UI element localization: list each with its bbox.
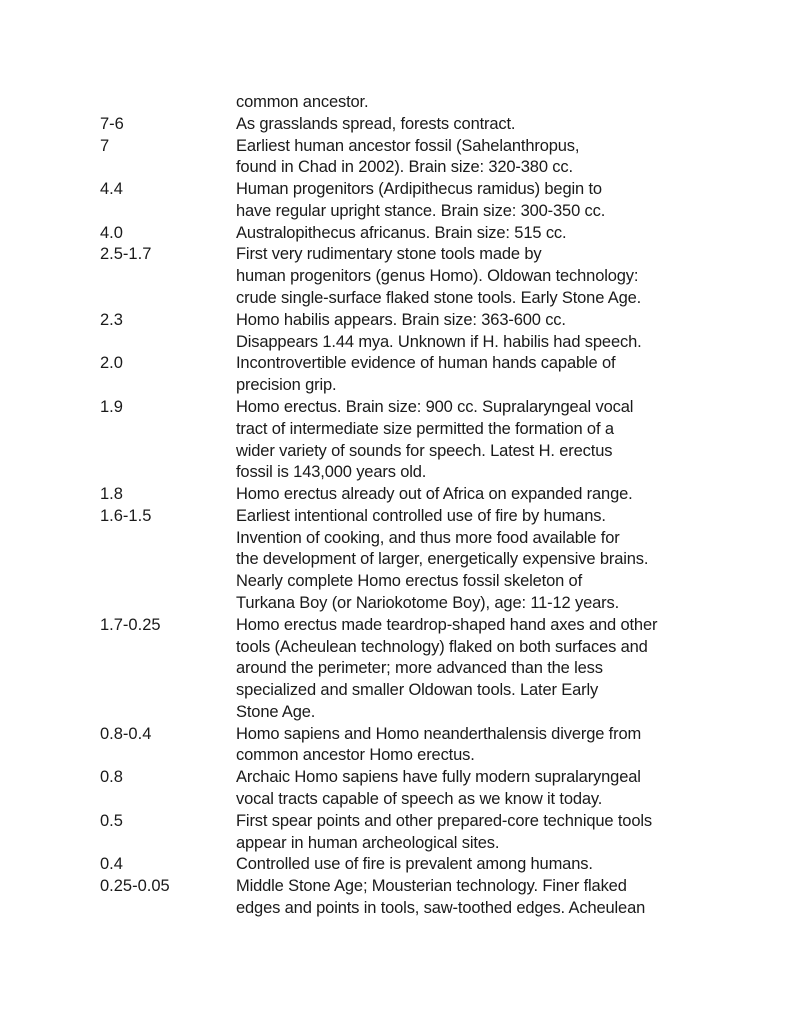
description-line: human progenitors (genus Homo). Oldowan technology: [236,267,639,286]
description-line: Middle Stone Age; Mousterian technology. Finer flaked [236,877,627,896]
entry-date: 1.7-0.25 [100,615,161,634]
timeline-entry [0,92,791,114]
description-line: vocal tracts capable of speech as we know it today. [236,790,603,808]
timeline-entry [0,136,791,180]
description-line: Incontrovertible evidence of human hands capable of [236,354,616,373]
entry-description [236,397,696,484]
description-line: around the perimeter; more advanced than the less [236,659,603,678]
description-line: Nearly complete Homo erectus fossil skeleton of [236,572,583,591]
description-line: appear in human archeological sites. [236,833,500,852]
description-line: edges and points in tools, saw-toothed edges. Acheulean [236,898,646,917]
entry-description [236,876,696,920]
entry-description [236,179,696,223]
timeline-entry [0,724,791,768]
entry-date: 1.9 [100,397,123,416]
description-line: Homo habilis appears. Brain size: 363-600 cc. [236,310,566,329]
entry-date: 4.4 [100,180,123,199]
timeline-entry [0,179,791,223]
timeline-entry [0,114,791,136]
timeline-entry [0,506,791,615]
entry-date: 0.4 [100,855,123,874]
entry-date: 4.0 [100,223,123,242]
description-line: As grasslands spread, forests contract. [236,114,516,133]
entry-description [236,811,696,855]
entry-description [236,223,696,245]
timeline-entry [0,310,791,354]
description-line: Homo erectus. Brain size: 900 cc. Supralaryngeal vocal [236,397,634,416]
entry-date: 7-6 [100,114,124,133]
description-line: Human progenitors (Ardipithecus ramidus) begin to [236,180,602,199]
entry-description [236,310,696,354]
entry-description [236,854,696,876]
description-line: Turkana Boy (or Nariokotome Boy), age: 11-12 years. [236,593,620,612]
description-line: First spear points and other prepared-core technique tools [236,811,652,830]
timeline-entry [0,811,791,855]
timeline-entry [0,876,791,920]
entry-date: 2.3 [100,310,123,329]
timeline-entry [0,397,791,484]
entry-description [236,92,696,114]
entry-date: 2.0 [100,354,123,373]
timeline-document [0,92,791,920]
entry-date: 1.8 [100,485,123,504]
description-line: Earliest intentional controlled use of fire by humans. [236,506,606,525]
description-line: Australopithecus africanus. Brain size: 515 cc. [236,223,567,242]
description-line: crude single-surface flaked stone tools. Early Stone Age. [236,289,642,308]
entry-description [236,506,696,615]
entry-description [236,136,696,180]
timeline-entry [0,854,791,876]
description-line: fossil is 143,000 years old. [236,463,427,482]
timeline-entry [0,223,791,245]
entry-description [236,353,696,397]
timeline-entry [0,615,791,724]
description-line: wider variety of sounds for speech. Latest H. erectus [236,441,613,460]
description-line: common ancestor. [236,93,369,111]
description-line: Homo sapiens and Homo neanderthalensis diverge from [236,724,642,743]
description-line: specialized and smaller Oldowan tools. Later Early [236,681,599,700]
timeline-entry [0,484,791,506]
description-line: have regular upright stance. Brain size: 300-350 cc. [236,201,606,220]
entry-date: 2.5-1.7 [100,245,152,264]
timeline-entry [0,767,791,811]
entry-description [236,724,696,768]
description-line: Stone Age. [236,702,316,721]
description-line: tools (Acheulean technology) flaked on both surfaces and [236,637,648,656]
description-line: Earliest human ancestor fossil (Sahelanthropus, [236,136,580,155]
entry-date: 0.5 [100,811,123,830]
entry-date: 0.8 [100,768,123,787]
description-line: Homo erectus already out of Africa on expanded range. [236,485,633,504]
description-line: Archaic Homo sapiens have fully modern supralaryngeal [236,768,641,787]
description-line: the development of larger, energetically expensive brains. [236,550,649,569]
description-line: Invention of cooking, and thus more food available for [236,528,620,547]
description-line: tract of intermediate size permitted the formation of a [236,419,614,438]
entry-description [236,244,696,309]
entry-description [236,767,696,811]
entry-date: 0.8-0.4 [100,724,152,743]
entry-description [236,484,696,506]
description-line: First very rudimentary stone tools made by [236,245,542,264]
entry-description [236,615,696,724]
timeline-entry [0,244,791,309]
entry-date: 7 [100,136,110,155]
description-line: precision grip. [236,376,337,395]
timeline-entry [0,353,791,397]
description-line: common ancestor Homo erectus. [236,746,475,765]
description-line: Homo erectus made teardrop-shaped hand axes and other [236,615,658,634]
entry-date: 0.25-0.05 [100,877,170,896]
description-line: Disappears 1.44 mya. Unknown if H. habilis had speech. [236,332,642,351]
description-line: Controlled use of fire is prevalent among humans. [236,855,593,874]
description-line: found in Chad in 2002). Brain size: 320-380 cc. [236,158,573,177]
entry-description [236,114,696,136]
entry-date: 1.6-1.5 [100,506,152,525]
